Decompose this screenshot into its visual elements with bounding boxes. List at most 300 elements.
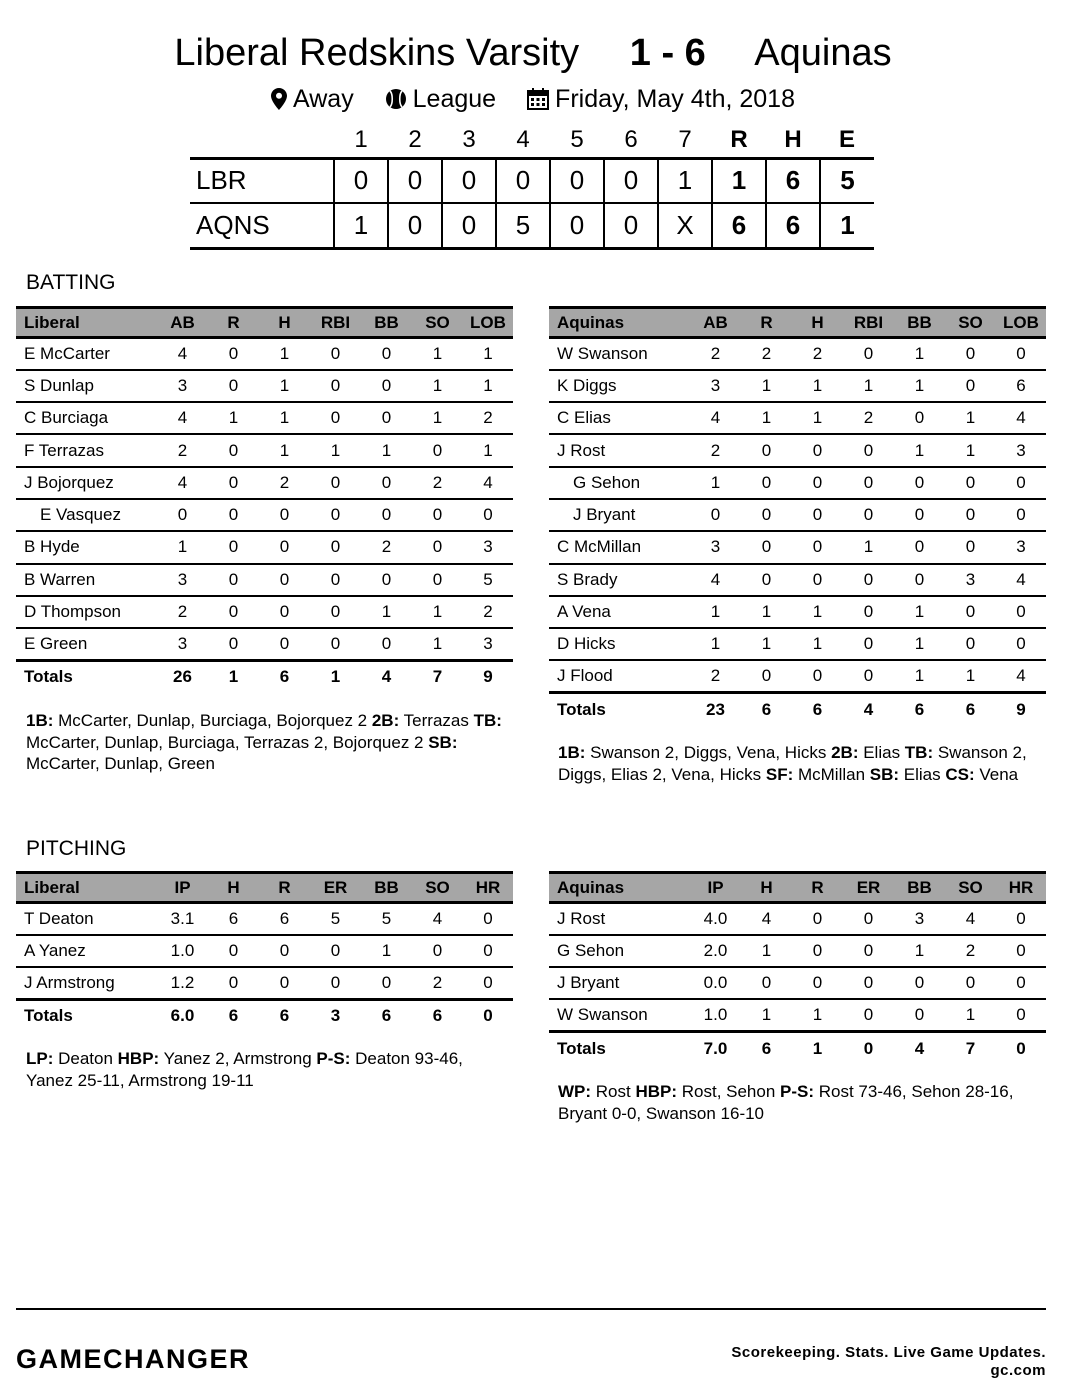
totals-cell: 6 [792,693,843,725]
stat-cell: 0 [792,434,843,466]
totals-cell: 6.0 [157,999,208,1031]
inning-header: 7 [678,126,692,154]
stat-cell: 4 [157,338,208,370]
stat-cell: 6 [259,903,310,935]
stat-cell: 0 [310,467,361,499]
stat-column-header: R [259,873,310,903]
totals-label: Totals [16,660,157,692]
stat-cell: 0 [945,628,996,660]
note-text: Yanez 2, Armstrong [159,1049,317,1068]
stat-cell: 0 [741,467,792,499]
stat-cell: 1 [310,434,361,466]
player-name: A Yanez [16,935,157,967]
inning-header: 4 [516,126,530,154]
stat-column-header: BB [894,308,945,338]
totals-cell: 4 [894,1032,945,1064]
player-name: G Sehon [549,467,690,499]
stat-cell: 0 [259,628,310,660]
player-name: J Bryant [549,499,690,531]
pitching-table-aquinas [549,871,1046,1064]
final-score: 1 - 6 [629,32,706,74]
stat-cell: 3 [945,564,996,596]
stat-cell: 0 [741,434,792,466]
stat-cell: 4 [741,903,792,935]
totals-cell: 7.0 [690,1032,741,1064]
player-row [549,499,1046,531]
stat-cell: 1 [894,596,945,628]
stat-cell: 2 [259,467,310,499]
stat-cell: 0 [792,935,843,967]
stat-cell: 2 [412,967,463,999]
player-name: E Green [16,628,157,660]
stat-cell: 0 [792,499,843,531]
stat-cell: 2 [690,660,741,692]
stat-cell: 6 [208,903,259,935]
batting-section-label: BATTING [26,271,116,294]
stat-cell: 0 [945,499,996,531]
totals-cell: 1 [208,660,259,692]
stat-cell: 0 [361,967,412,999]
stat-cell: 4 [157,467,208,499]
batting-table-aquinas [549,306,1046,725]
totals-cell: 9 [996,693,1046,725]
stat-cell: 1 [792,596,843,628]
inning-header: 6 [624,126,638,154]
stat-cell: 0 [843,338,894,370]
baseball-icon [385,88,407,110]
stat-cell: 1 [792,402,843,434]
stat-cell: 2.0 [690,935,741,967]
player-name: J Bryant [549,967,690,999]
stat-cell: 0 [996,628,1046,660]
stat-cell: 2 [463,596,513,628]
stat-cell: 3.1 [157,903,208,935]
player-name: C Elias [549,402,690,434]
stat-cell: 0 [412,564,463,596]
game-meta [0,82,1066,116]
note-text: Vena [974,764,1019,784]
player-name: C McMillan [549,531,690,563]
stat-cell: 0 [996,467,1046,499]
stat-column-header: R [741,308,792,338]
stat-cell: 0 [741,967,792,999]
brand-logo: GAMECHANGER [16,1344,251,1374]
player-row [16,531,513,563]
stat-cell: 3 [157,564,208,596]
stat-cell: 0 [996,967,1046,999]
player-row [549,531,1046,563]
stat-column-header: HR [996,873,1046,903]
inning-score: 1 [334,203,388,248]
stat-cell: 3 [157,370,208,402]
stat-cell: 0 [996,903,1046,935]
player-row [549,564,1046,596]
player-name: E Vasquez [16,499,157,531]
stat-cell: 1 [259,338,310,370]
player-name: D Thompson [16,596,157,628]
player-row [16,402,513,434]
player-name: W Swanson [549,338,690,370]
player-row [549,628,1046,660]
totals-cell: 6 [945,693,996,725]
player-name: W Swanson [549,999,690,1031]
stat-column-header: AB [157,308,208,338]
player-name: K Diggs [549,370,690,402]
site-url: gc.com [990,1362,1046,1379]
player-name: J Flood [549,660,690,692]
footer-tagline [731,1344,1046,1380]
stat-cell: 0 [945,370,996,402]
note-text: Deaton [53,1049,118,1068]
stat-cell: 0 [945,967,996,999]
stat-cell: 2 [690,434,741,466]
stat-cell: 0 [894,531,945,563]
stat-cell: 0 [412,531,463,563]
stat-cell: 0 [741,660,792,692]
stat-cell: 2 [463,402,513,434]
game-header [0,30,1066,116]
totals-label: Totals [549,1032,690,1064]
stat-cell: 0 [843,999,894,1031]
stat-column-header: H [741,873,792,903]
stat-cell: 1 [945,402,996,434]
player-row [549,402,1046,434]
stat-column-header: ER [310,873,361,903]
stat-cell: 0.0 [690,967,741,999]
team-column-header: Liberal [16,308,157,338]
line-score-header [190,124,874,158]
inning-score: 0 [388,203,442,248]
note-label: HBP: [635,1082,678,1101]
stat-cell: 0 [310,499,361,531]
stat-cell: 3 [996,531,1046,563]
player-row [16,596,513,628]
stat-cell: 1.0 [690,999,741,1031]
stat-cell: 3 [894,903,945,935]
stat-cell: 1 [208,402,259,434]
note-label: CS: [945,764,975,784]
player-name: T Deaton [16,903,157,935]
hits-total: 6 [766,203,820,248]
inning-header: 5 [570,126,584,154]
stat-cell: 1 [412,628,463,660]
note-label: P-S: [780,1082,815,1101]
stat-cell: 4 [996,402,1046,434]
note-label: WP: [558,1082,592,1101]
tagline-text: Scorekeeping. Stats. Live Game Updates. [731,1344,1046,1361]
stat-cell: 1 [741,999,792,1031]
player-row [16,434,513,466]
player-name: J Rost [549,434,690,466]
player-row [16,499,513,531]
map-pin-icon [271,88,287,110]
stat-cell: 1 [741,935,792,967]
player-name: F Terrazas [16,434,157,466]
note-label: 2B: [371,711,400,730]
stat-cell: 0 [208,434,259,466]
totals-cell: 6 [208,999,259,1031]
inning-score: 5 [496,203,550,248]
inning-score: 1 [658,158,712,203]
stat-cell: 0 [843,935,894,967]
location-meta [271,85,361,113]
team-abbr: LBR [190,158,334,203]
type-text: League [412,85,497,113]
stat-cell: 0 [945,467,996,499]
note-label: TB: [904,743,934,762]
game-title [0,30,1066,76]
stat-cell: 0 [843,596,894,628]
inning-score: 0 [442,203,496,248]
stat-cell: 3 [690,531,741,563]
stat-cell: 0 [792,564,843,596]
player-name: A Vena [549,596,690,628]
date-text: Friday, May 4th, 2018 [555,85,795,113]
stat-cell: 0 [792,531,843,563]
stat-cell: 0 [259,967,310,999]
stat-cell: 0 [259,935,310,967]
note-text: McMillan [793,764,870,784]
stat-column-header: R [792,873,843,903]
player-name: G Sehon [549,935,690,967]
batting-table-liberal [16,306,513,693]
totals-cell: 4 [843,693,894,725]
player-row [16,338,513,370]
player-name: S Brady [549,564,690,596]
player-row [16,935,513,967]
stat-cell: 1 [412,370,463,402]
table-header-row [16,308,513,338]
totals-cell: 7 [945,1032,996,1064]
stat-cell: 0 [894,467,945,499]
inning-score: 0 [388,158,442,203]
stat-cell: 1 [945,999,996,1031]
totals-cell: 1 [310,660,361,692]
stat-cell: 0 [996,338,1046,370]
stat-cell: 0 [996,999,1046,1031]
stat-cell: 1 [894,935,945,967]
player-name: S Dunlap [16,370,157,402]
totals-row [549,693,1046,725]
stat-cell: 1 [894,370,945,402]
stat-cell: 1 [741,628,792,660]
totals-cell: 4 [361,660,412,692]
stat-cell: 0 [741,499,792,531]
inning-header: 3 [462,126,476,154]
stat-cell: 1 [792,999,843,1031]
stat-cell: 0 [259,596,310,628]
team-abbr: AQNS [190,203,334,248]
stat-cell: 2 [741,338,792,370]
stat-cell: 1 [741,596,792,628]
stat-cell: 3 [463,628,513,660]
stat-cell: 0 [843,903,894,935]
stat-cell: 4 [157,402,208,434]
stat-cell: 0 [843,628,894,660]
totals-cell: 1 [792,1032,843,1064]
stat-cell: 3 [690,370,741,402]
player-row [549,338,1046,370]
totals-label: Totals [549,693,690,725]
stat-cell: 0 [208,531,259,563]
stat-cell: 3 [463,531,513,563]
totals-row [549,1032,1046,1064]
stat-cell: 0 [843,660,894,692]
inning-score: 0 [550,158,604,203]
stat-cell: 4 [690,402,741,434]
stat-cell: 2 [157,434,208,466]
calendar-icon [527,88,549,110]
inning-score: 0 [442,158,496,203]
totals-cell: 0 [843,1032,894,1064]
stat-cell: 1 [843,531,894,563]
totals-cell: 3 [310,999,361,1031]
stat-cell: 0 [741,564,792,596]
stat-column-header: H [208,873,259,903]
team-column-header: Aquinas [549,308,690,338]
stat-cell: 2 [945,935,996,967]
totals-label: Totals [16,999,157,1031]
note-text: Swanson 2, Diggs, Vena, Hicks [585,743,832,762]
player-name: B Hyde [16,531,157,563]
stat-cell: 1 [894,338,945,370]
stat-cell: 0 [894,402,945,434]
runs-header: R [730,126,748,154]
stat-cell: 1 [463,370,513,402]
stat-cell: 0 [310,628,361,660]
totals-cell: 0 [463,999,513,1031]
stat-cell: 0 [792,967,843,999]
errors-header: E [838,126,855,154]
stat-cell: 3 [996,434,1046,466]
player-row [16,370,513,402]
inning-score: 0 [550,203,604,248]
away-team-name: Aquinas [754,32,892,74]
stat-cell: 2 [690,338,741,370]
stat-column-header: IP [157,873,208,903]
stat-cell: 1 [259,434,310,466]
stat-column-header: R [208,308,259,338]
stat-column-header: RBI [843,308,894,338]
stat-cell: 2 [157,596,208,628]
stat-cell: 0 [208,564,259,596]
stat-cell: 0 [361,564,412,596]
stat-cell: 0 [792,660,843,692]
stat-cell: 0 [361,402,412,434]
note-label: SB: [869,764,900,784]
note-text: Deaton 93-46, Yanez 25-11, Armstrong 19-11 [26,1049,468,1090]
pitching-table-liberal [16,871,513,1032]
stat-cell: 3 [157,628,208,660]
player-row [549,467,1046,499]
stat-cell: 0 [310,967,361,999]
stat-cell: 0 [208,596,259,628]
stat-cell: 0 [310,370,361,402]
stat-cell: 0 [310,338,361,370]
inning-score: 0 [496,158,550,203]
stat-cell: 1 [894,434,945,466]
player-name: D Hicks [549,628,690,660]
note-label: 1B: [26,711,54,730]
player-name: E McCarter [16,338,157,370]
type-meta [385,85,503,113]
note-text: Rost, Sehon [677,1082,781,1101]
stat-cell: 1 [945,434,996,466]
totals-cell: 0 [996,1032,1046,1064]
stat-cell: 0 [996,499,1046,531]
stat-cell: 4 [945,903,996,935]
stat-column-header: AB [690,308,741,338]
stat-cell: 0 [208,338,259,370]
stat-cell: 1 [690,467,741,499]
stat-column-header: IP [690,873,741,903]
player-row [549,967,1046,999]
stat-cell: 1 [412,338,463,370]
stat-cell: 6 [996,370,1046,402]
stat-cell: 1 [259,402,310,434]
totals-cell: 6 [361,999,412,1031]
stat-column-header: HR [463,873,513,903]
stat-cell: 0 [894,999,945,1031]
stat-column-header: H [259,308,310,338]
stat-cell: 0 [259,564,310,596]
stat-cell: 1 [361,596,412,628]
footer-divider [16,1308,1046,1310]
stat-cell: 0 [690,499,741,531]
player-row [549,370,1046,402]
stat-cell: 0 [259,499,310,531]
stat-column-header: LOB [463,308,513,338]
note-text: McCarter, Dunlap, Burciaga, Bojorquez 2 [53,711,372,730]
batting-notes-aquinas [558,742,1046,785]
stat-column-header: SO [412,308,463,338]
totals-cell: 9 [463,660,513,692]
totals-cell: 6 [741,1032,792,1064]
stat-cell: 0 [361,628,412,660]
totals-row [16,660,513,692]
totals-cell: 26 [157,660,208,692]
stat-cell: 1 [412,596,463,628]
stat-cell: 0 [208,967,259,999]
stat-cell: 0 [843,467,894,499]
hits-total: 6 [766,158,820,203]
player-name: J Bojorquez [16,467,157,499]
stat-cell: 0 [996,935,1046,967]
stat-cell: 0 [894,499,945,531]
stat-cell: 4 [463,467,513,499]
totals-cell: 23 [690,693,741,725]
stat-cell: 0 [843,967,894,999]
stat-cell: 0 [792,467,843,499]
errors-total: 1 [820,203,874,248]
pitching-notes-liberal [26,1048,496,1091]
stat-cell: 1.2 [157,967,208,999]
inning-score: 0 [334,158,388,203]
stat-cell: 1.0 [157,935,208,967]
runs-total: 1 [712,158,766,203]
stat-column-header: BB [894,873,945,903]
note-text: Elias [899,764,946,784]
note-label: P-S: [316,1049,351,1068]
stat-cell: 0 [843,499,894,531]
stat-cell: 0 [361,338,412,370]
note-label: HBP: [117,1049,160,1068]
note-text: Rost 73-46, Sehon 28-16, Bryant 0-0, Swanson 16-10 [558,1082,1019,1123]
pitching-notes-aquinas [558,1081,1028,1124]
stat-cell: 5 [463,564,513,596]
stat-cell: 1 [361,434,412,466]
stat-cell: 0 [412,434,463,466]
